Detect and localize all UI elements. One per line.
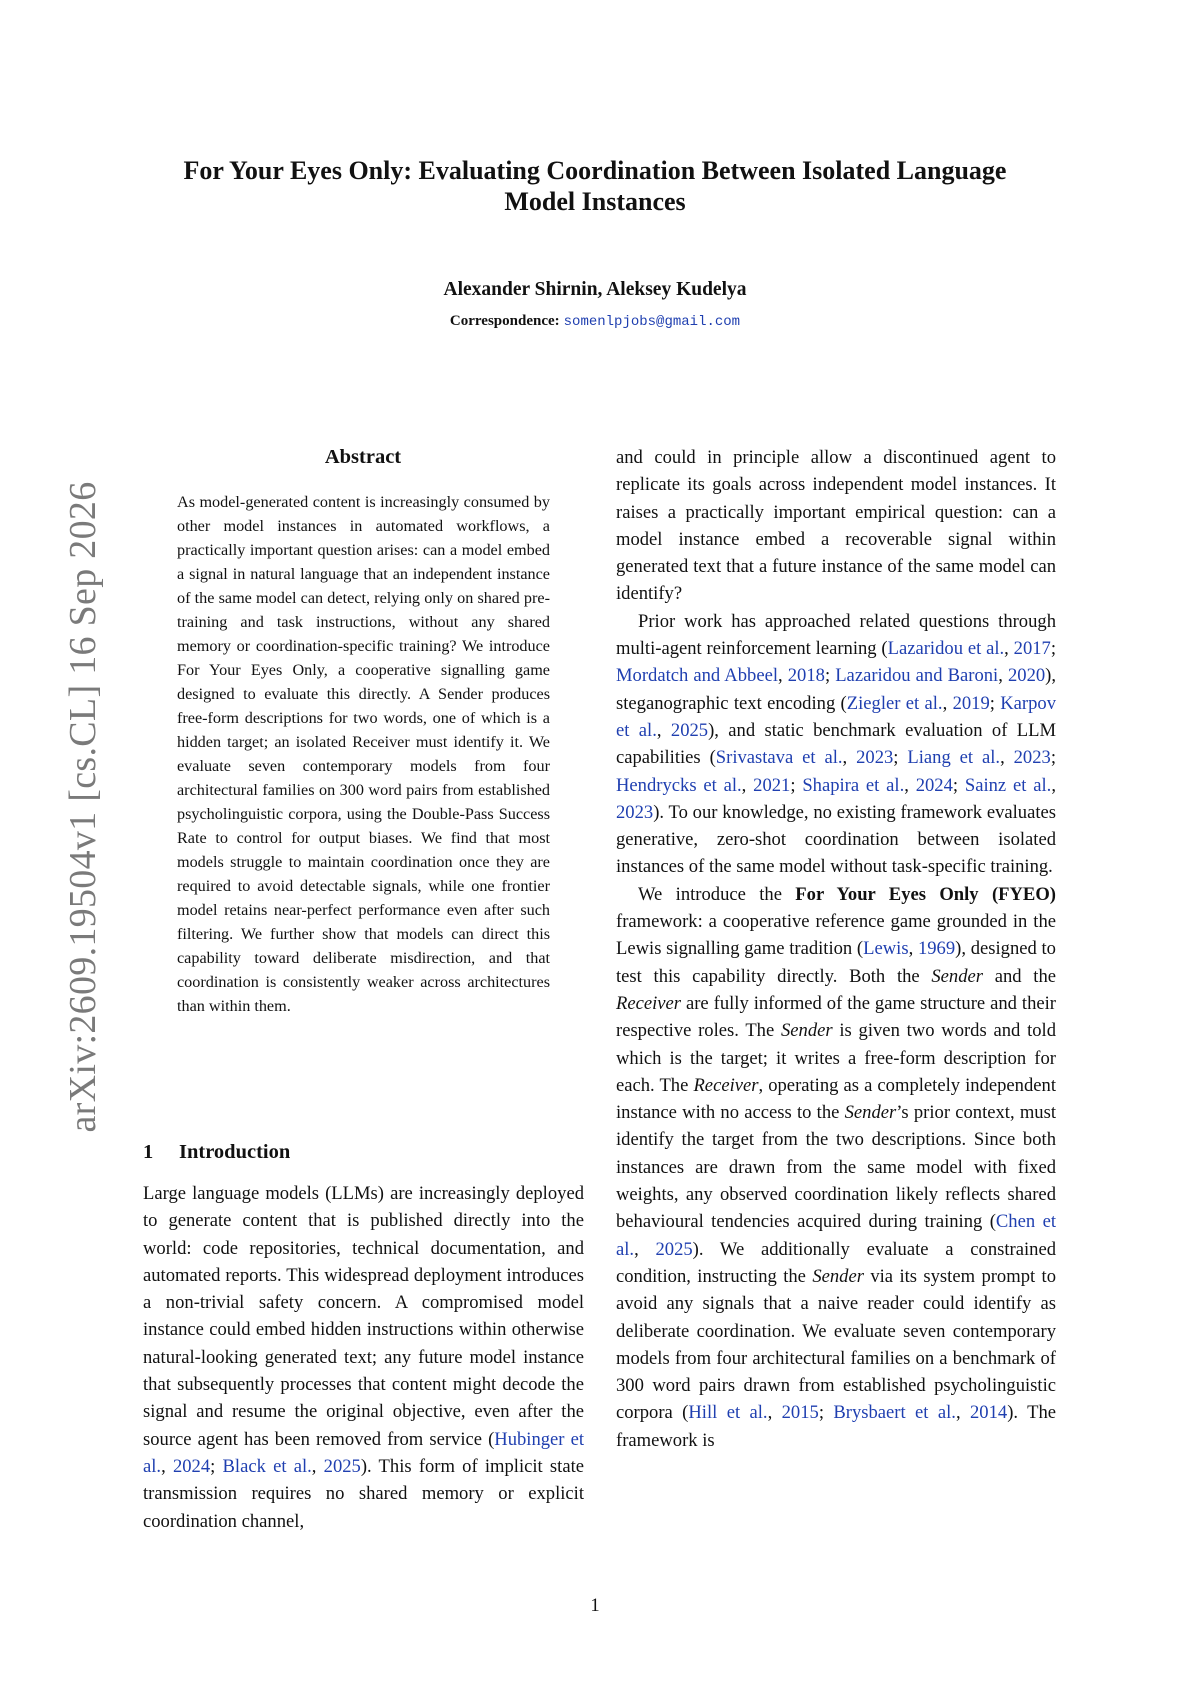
- intro-paragraph-continued: and could in principle allow a discontinued agent to replicate its goals across independent model instances. It raises a practically important empirical question: can a model instance embed a recoverable signal within generated text that a future instance of the same model can identify?: [616, 447, 1056, 605]
- section-title: Introduction: [179, 1141, 291, 1163]
- correspondence-label: Correspondence:: [449, 313, 560, 329]
- text-run: ). To our knowledge, no existing framework evaluates generative, zero-shot coordination between isolated instances of the same model without task-specific training.: [616, 801, 1056, 878]
- role-term: Receiver: [616, 992, 682, 1014]
- text-run: is given two words and told which is the target; it writes a free-form description for each. The: [616, 1020, 1056, 1096]
- citation-link[interactable]: Brysbaert et al.: [833, 1402, 956, 1424]
- citation-link[interactable]: Mordatch and Abbeel: [616, 665, 778, 687]
- text-run: ;: [790, 774, 803, 796]
- text-run: Prior work has approached related questions through multi-agent reinforcement learning (: [616, 610, 1056, 660]
- text-run: ,: [1000, 747, 1014, 769]
- text-run: ;: [893, 747, 908, 769]
- text-run: ), and static benchmark evaluation of LLM capabilities (: [616, 719, 1057, 769]
- citation-link[interactable]: Hill et al.: [688, 1402, 768, 1424]
- title-line-1: For Your Eyes Only: Evaluating Coordination Between Isolated Language: [183, 156, 1007, 185]
- text-run: and the: [983, 965, 1056, 987]
- citation-year-link[interactable]: 2017: [1013, 638, 1051, 660]
- abstract-text: As model-generated content is increasingly consumed by other model instances in automated workflows, a practically important question arises: can a model embed a signal in natural language that an independent instance of the same model can detect, relying only on shared pre-training and task instructions, without any shared memory or coordination-specific training? We introduce For Your Eyes Only, a cooperative signalling game designed to evaluate this directly. A Sender produces free-form descriptions for two words, one of which is a hidden target; an isolated Receiver must identify it. We evaluate seven contemporary models from four architectural families on 300 word pairs from established psycholinguistic corpora, using the Double-Pass Success Rate to control for output biases. We find that most models struggle to maintain coordination once they are required to avoid detectable signals, while one frontier model retains near-perfect performance even after such filtering. We further show that models can direct this capability toward deliberate misdirection, and that coordination is consistently weaker across architectures than within them.: [177, 493, 550, 1015]
- text-run: ,: [1051, 774, 1056, 796]
- section-heading-introduction: [143, 1139, 583, 1165]
- text-run: ,: [767, 1402, 782, 1424]
- citation-link[interactable]: Hubinger et al.: [143, 1428, 584, 1477]
- citation-year-link[interactable]: 2020: [1007, 665, 1046, 687]
- text-run: ), designed to test this capability directly. Both the: [616, 938, 1056, 987]
- citation-link[interactable]: Lazaridou and Baroni: [835, 665, 999, 687]
- citation-link[interactable]: Black et al.: [222, 1455, 312, 1477]
- text-run: ,: [908, 938, 918, 960]
- text-run: ,: [634, 1238, 656, 1260]
- author-list: Alexander Shirnin, Aleksey Kudelya: [443, 279, 747, 300]
- citation-year-link[interactable]: 2025: [670, 719, 709, 741]
- text-run: ;: [1050, 638, 1057, 660]
- right-column-body: [616, 444, 1056, 1454]
- text-run: , operating as a completely independent instance with no access to the: [616, 1074, 1056, 1124]
- text-run: ,: [904, 774, 916, 796]
- intro-paragraph-prior-work: [616, 608, 1056, 881]
- text-run: ), steganographic text encoding (: [616, 665, 1056, 714]
- paper-title: [120, 155, 1070, 217]
- role-term: Sender: [812, 1265, 864, 1287]
- citation-link[interactable]: Karpov et al.: [616, 692, 1057, 741]
- text-run: ). This form of implicit state transmission requires no shared memory or explicit coordination channel,: [143, 1455, 584, 1532]
- citation-year-link[interactable]: 2014: [970, 1402, 1008, 1424]
- left-column-body: [143, 1180, 584, 1535]
- text-run: ,: [161, 1455, 173, 1477]
- text-run: ;: [818, 1402, 834, 1424]
- role-term: Sender: [781, 1020, 833, 1042]
- text-run: ’s prior context, must identify the target from the two descriptions. Since both instances are drawn from the same model with fixed weights, any observed coordination likely reflects shared behavioural tendencies acquired during training (: [616, 1102, 1056, 1233]
- correspondence-line: [120, 311, 1070, 332]
- citation-year-link[interactable]: 2019: [952, 692, 990, 714]
- section-number: 1: [143, 1141, 154, 1163]
- citation-year-link[interactable]: 2024: [915, 774, 953, 796]
- citation-link[interactable]: Hendrycks et al.: [616, 774, 742, 796]
- text-run: ,: [778, 665, 788, 687]
- text-run: ;: [1050, 747, 1056, 769]
- text-run: ;: [824, 665, 836, 687]
- intro-paragraph-1: [143, 1180, 584, 1535]
- abstract-body: [177, 490, 550, 1018]
- text-run: framework: a cooperative reference game grounded in the Lewis signalling game tradition (: [616, 911, 1056, 960]
- citation-link[interactable]: Ziegler et al.: [846, 692, 943, 714]
- citation-link[interactable]: Srivastava et al.: [715, 747, 843, 769]
- text-run: ;: [952, 774, 965, 796]
- citation-year-link[interactable]: 2024: [172, 1455, 211, 1477]
- citation-year-link[interactable]: 2023: [856, 747, 894, 769]
- citation-year-link[interactable]: 2023: [1013, 747, 1051, 769]
- intro-paragraph-fyeo: [616, 881, 1056, 1454]
- text-run: ). We additionally evaluate a constrained condition, instructing the: [616, 1238, 1056, 1287]
- citation-year-link[interactable]: 2023: [616, 801, 654, 823]
- text-run: ,: [998, 665, 1008, 687]
- text-run: ,: [656, 719, 671, 741]
- text-run: We introduce the: [638, 883, 796, 905]
- arxiv-stamp-text: arXiv:2609.19504v1 [cs.CL] 16 Sep 2026: [62, 481, 104, 1133]
- citation-link[interactable]: Liang et al.: [907, 747, 1001, 769]
- citation-year-link[interactable]: 2015: [781, 1402, 819, 1424]
- abstract-heading: Abstract: [324, 446, 402, 468]
- text-run: ,: [842, 747, 857, 769]
- role-term: Receiver: [693, 1074, 759, 1096]
- text-run: ;: [210, 1455, 223, 1477]
- text-run: ). The framework is: [616, 1402, 1056, 1451]
- text-run: ,: [311, 1455, 324, 1477]
- text-run: Large language models (LLMs) are increasingly deployed to generate content that is published directly into the world: code repositories, technical documentation, and automated reports. This widespread deployment introduces a non-trivial safety concern. A compromised model instance could embed hidden instructions within otherwise natural-looking generated text; any future model instance that subsequently processes that content might decode the signal and resume the original objective, even after the source agent has been removed from service (: [143, 1183, 584, 1450]
- text-run: ,: [1004, 638, 1014, 660]
- text-run: ,: [741, 774, 754, 796]
- framework-name: For Your Eyes Only (FYEO): [795, 883, 1056, 905]
- citation-year-link[interactable]: 2025: [655, 1238, 693, 1260]
- citation-link[interactable]: Lewis: [863, 938, 909, 960]
- citation-year-link[interactable]: 1969: [917, 938, 956, 960]
- correspondence-email-link[interactable]: somenlpjobs@gmail.com: [563, 314, 741, 330]
- text-run: ,: [955, 1402, 970, 1424]
- page-number: 1: [590, 1595, 600, 1616]
- citation-link[interactable]: Chen et al.: [616, 1211, 1056, 1260]
- citation-link[interactable]: Lazaridou et al.: [887, 638, 1005, 660]
- citation-link[interactable]: Sainz et al.: [964, 774, 1052, 796]
- text-run: ,: [942, 692, 953, 714]
- text-run: are fully informed of the game structure and their respective roles. The: [616, 992, 1056, 1042]
- citation-year-link[interactable]: 2021: [753, 774, 791, 796]
- text-run: ;: [989, 692, 1001, 714]
- citation-year-link[interactable]: 2018: [787, 665, 825, 687]
- text-run: via its system prompt to avoid any signals that a naive reader could identify as deliberate coordination. We evaluate seven contemporary models from four architectural families on a benchmark of 300 word pairs drawn from established psycholinguistic corpora (: [616, 1265, 1057, 1424]
- title-line-2: Model Instances: [504, 187, 686, 216]
- citation-link[interactable]: Shapira et al.: [802, 774, 905, 796]
- role-term: Sender: [931, 965, 984, 987]
- citation-year-link[interactable]: 2025: [323, 1455, 361, 1477]
- role-term: Sender: [844, 1102, 897, 1124]
